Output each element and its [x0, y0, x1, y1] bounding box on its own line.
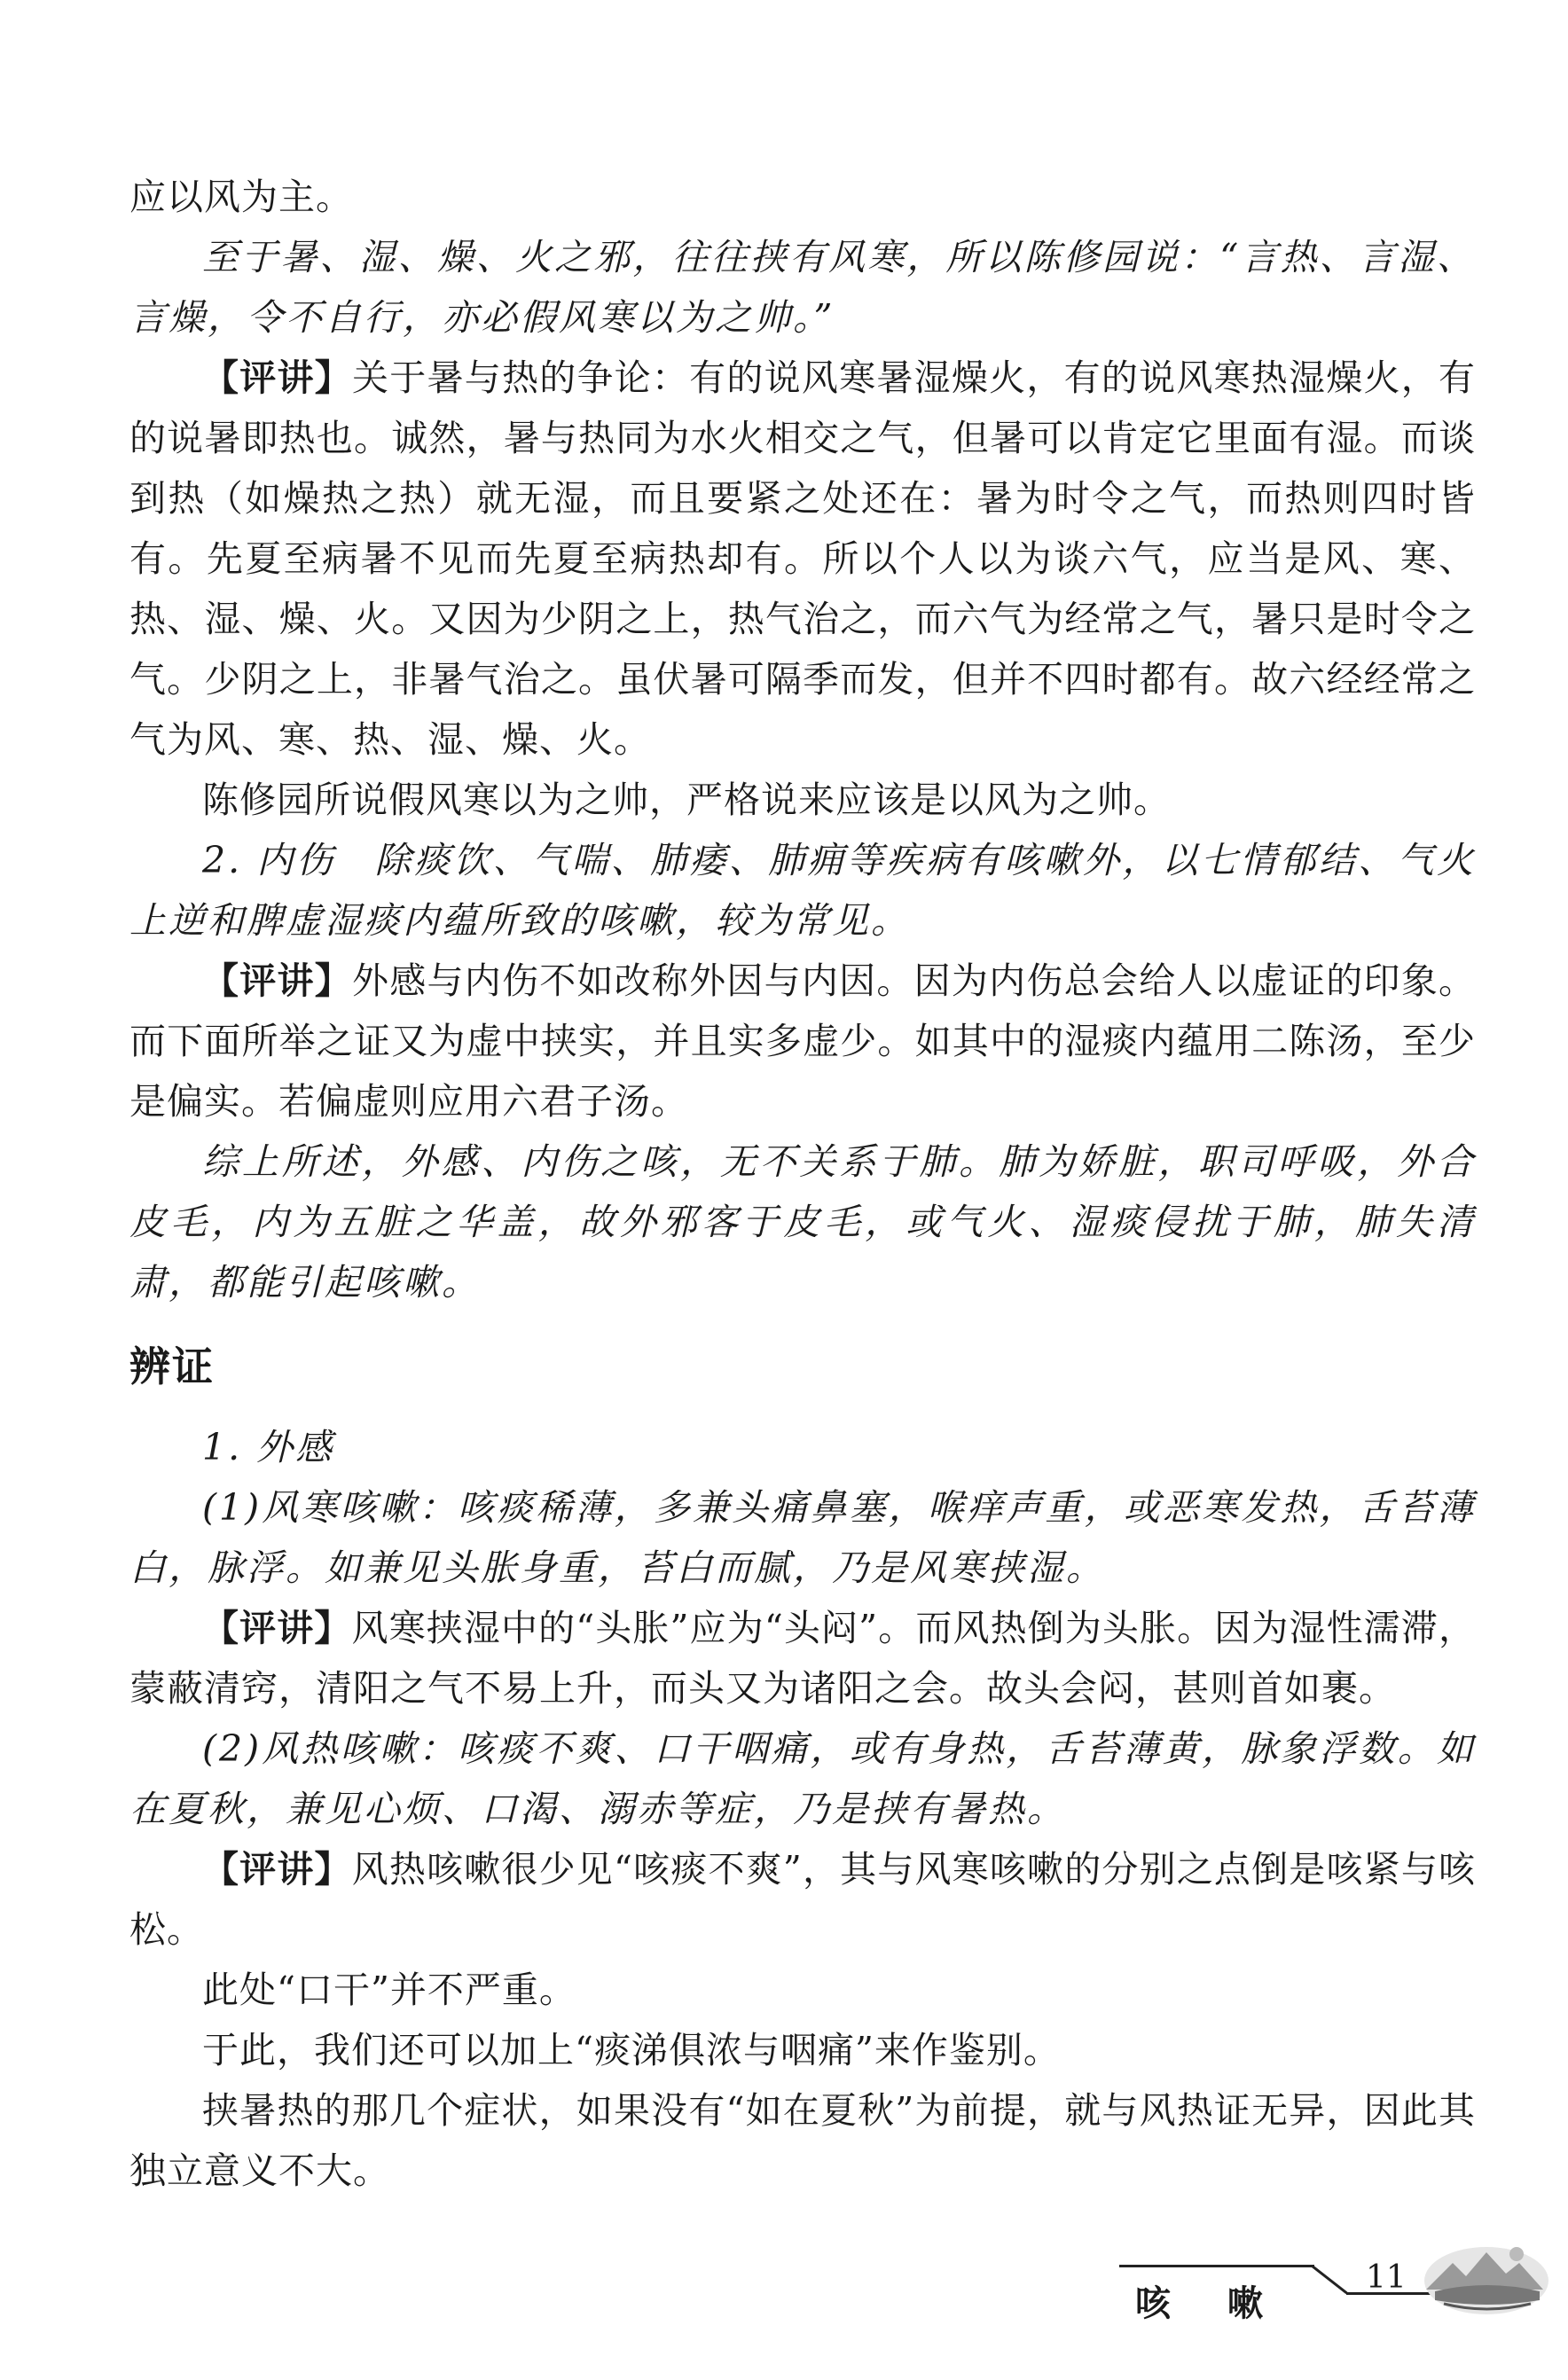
paragraph-text: 此处“口干”并不严重。: [202, 1969, 576, 2011]
footer-rule: [1119, 2265, 1314, 2267]
paragraph-text: 外感与内伤不如改称外因与内因。因为内伤总会给人以虚证的印象。而下面所举之证又为虚中挟实，并且实多虚少。如其中的湿痰内蕴用二陈汤，至少是偏实。若偏虚则应用六君子汤。: [129, 959, 1477, 1123]
paragraph-text: 1. 外感: [202, 1426, 335, 1468]
paragraph: [129, 830, 1476, 951]
paragraph: [129, 227, 1476, 348]
paragraph-text: 至于暑、湿、燥、火之邪，往往挟有风寒，所以陈修园说：“言热、言湿、言燥，令不自行，亦必假风寒以为之帅。”: [129, 236, 1476, 339]
bottom-section: [129, 1417, 1476, 2201]
top-section: [129, 167, 1476, 1312]
commentary-tag: 【评讲】: [202, 356, 352, 399]
paragraph: [129, 951, 1476, 1131]
paragraph-text: 关于暑与热的争论：有的说风寒暑湿燥火，有的说风寒热湿燥火，有的说暑即热也。诚然，暑与热同为水火相交之气，但暑可以肯定它里面有湿。而谈到热（如燥热之热）就无湿，而且要紧之处还在：暑为时令之气，而热则四时皆有。先夏至病暑不见而先夏至病热却有。所以个人以为谈六气，应当是风、寒、热、湿、燥、火。又因为少阴之上，热气治之，而六气为经常之气，暑只是时令之气。少阴之上，非暑气治之。虽伏暑可隔季而发，但并不四时都有。故六经经常之气为风、寒、热、湿、燥、火。: [129, 356, 1477, 761]
paragraph: [129, 167, 1476, 227]
paragraph: [129, 1839, 1476, 1960]
body-text: [129, 167, 1476, 2201]
paragraph-text: (1)风寒咳嗽：咳痰稀薄，多兼头痛鼻塞，喉痒声重，或恶寒发热，舌苔薄白，脉浮。如兼见头胀身重，苔白而腻，乃是风寒挟湿。: [129, 1486, 1476, 1589]
paragraph-text: (2)风热咳嗽：咳痰不爽、口干咽痛，或有身热，舌苔薄黄，脉象浮数。如在夏秋，兼见心烦、口渴、溺赤等症，乃是挟有暑热。: [129, 1727, 1476, 1830]
paragraph: [129, 1131, 1476, 1312]
paragraph: [129, 1477, 1476, 1598]
paragraph-text: 陈修园所说假风寒以为之帅，严格说来应该是以风为之帅。: [202, 779, 1171, 821]
paragraph-text: 风寒挟湿中的“头胀”应为“头闷”。而风热倒为头胀。因为湿性濡滞，蒙蔽清窍，清阳之气不易上升，而头又为诸阳之会。故头会闷，甚则首如裹。: [129, 1607, 1477, 1710]
paragraph-text: 应以风为主。: [129, 176, 353, 218]
commentary-tag: 【评讲】: [202, 1848, 352, 1891]
paragraph-text: 风热咳嗽很少见“咳痰不爽”，其与风寒咳嗽的分别之点倒是咳紧与咳松。: [129, 1848, 1476, 1951]
paragraph-text: 2. 内伤 除痰饮、气喘、肺痿、肺痈等疾病有咳嗽外，以七情郁结、气火上逆和脾虚湿痰内蕴所致的咳嗽，较为常见。: [129, 839, 1476, 942]
page-number: 11: [1366, 2259, 1407, 2296]
paragraph-text: 挟暑热的那几个症状，如果没有“如在夏秋”为前提，就与风热证无异，因此其独立意义不大。: [129, 2089, 1476, 2192]
paragraph: [129, 1718, 1476, 1839]
paragraph: [129, 2080, 1476, 2201]
paragraph: [129, 770, 1476, 830]
paragraph: [129, 2020, 1476, 2080]
paragraph-text: 于此，我们还可以加上“痰涕俱浓与咽痛”来作鉴别。: [202, 2029, 1061, 2071]
paragraph: [129, 1598, 1476, 1718]
running-footer-title: 咳嗽: [1135, 2283, 1320, 2324]
commentary-tag: 【评讲】: [202, 959, 352, 1002]
paragraph-text: 综上所述，外感、内伤之咳，无不关系于肺。肺为娇脏，职司呼吸，外合皮毛，内为五脏之华盖，故外邪客于皮毛，或气火、湿痰侵扰于肺，肺失清肃，都能引起咳嗽。: [129, 1140, 1476, 1304]
landscape-ornament-icon: [1417, 2227, 1550, 2325]
commentary-tag: 【评讲】: [202, 1607, 352, 1649]
paragraph: [129, 1960, 1476, 2020]
paragraph: [129, 1417, 1476, 1477]
section-heading: 辨证: [129, 1343, 215, 1390]
paragraph: [129, 348, 1476, 770]
